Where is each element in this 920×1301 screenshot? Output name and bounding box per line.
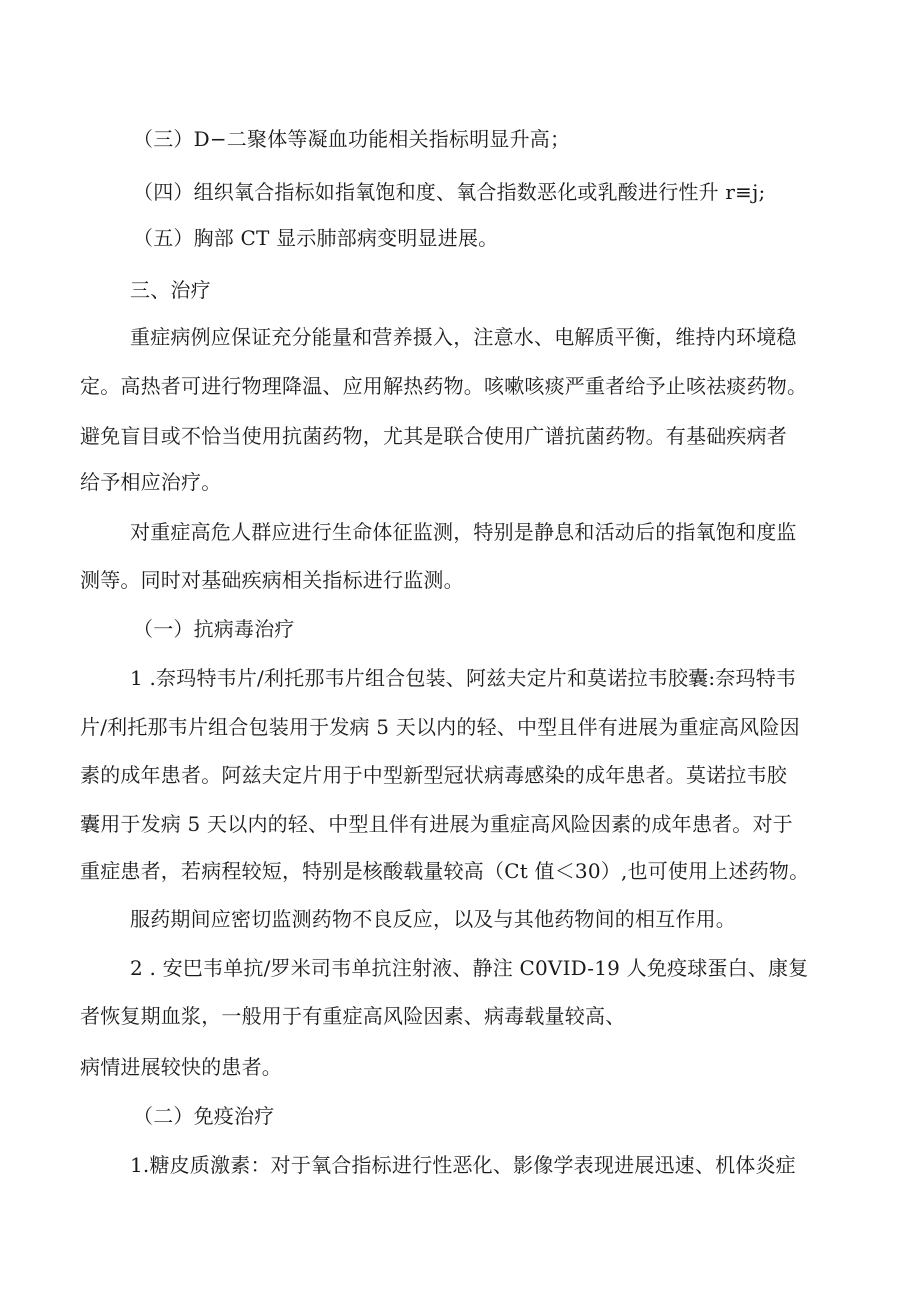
criterion-4: （四）组织氧合指标如指氧饱和度、氧合指数恶化或乳酸进行性升 r≡j; <box>133 180 766 204</box>
paragraph-line: 定。高热者可进行物理降温、应用解热药物。咳嗽咳痰严重者给予止咳祛痰药物。 <box>80 374 808 398</box>
paragraph-line: 1 .奈玛特韦片/利托那韦片组合包装、阿兹夫定片和莫诺拉韦胶囊:奈玛特韦 <box>130 666 797 690</box>
section-heading-treatment: 三、治疗 <box>130 278 211 302</box>
paragraph-line: 测等。同时对基础疾病相关指标进行监测。 <box>80 568 464 592</box>
paragraph-line: 2 . 安巴韦单抗/罗米司韦单抗注射液、静注 C0VID-19 人免疫球蛋白、康复 <box>130 956 809 980</box>
paragraph-line: 1.糖皮质激素：对于氧合指标进行性恶化、影像学表现进展迅速、机体炎症 <box>130 1153 796 1177</box>
paragraph-line: 重症病例应保证充分能量和营养摄入，注意水、电解质平衡，维持内环境稳 <box>130 325 797 349</box>
criterion-5: （五）胸部 CT 显示肺部病变明显进展。 <box>133 226 499 250</box>
paragraph-line: 囊用于发病 5 天以内的轻、中型且伴有进展为重症高风险因素的成年患者。对于 <box>80 812 793 836</box>
subsection-heading-antiviral: （一）抗病毒治疗 <box>133 617 295 641</box>
paragraph-line: 重症患者，若病程较短，特别是核酸载量较高（Ct 值＜30）,也可使用上述药物。 <box>80 859 810 883</box>
paragraph-line: 者恢复期血浆，一般用于有重症高风险因素、病毒载量较高、 <box>80 1004 626 1028</box>
paragraph-line: 病情进展较快的患者。 <box>80 1055 282 1079</box>
paragraph-line: 素的成年患者。阿兹夫定片用于中型新型冠状病毒感染的成年患者。莫诺拉韦胶 <box>80 763 787 787</box>
paragraph-line: 对重症高危人群应进行生命体征监测，特别是静息和活动后的指氧饱和度监 <box>130 520 797 544</box>
criterion-3: （三）D−二聚体等凝血功能相关指标明显升高； <box>133 127 571 151</box>
paragraph-line: 避免盲目或不恰当使用抗菌药物，尤其是联合使用广谱抗菌药物。有基础疾病者 <box>80 424 787 448</box>
paragraph-line: 给予相应治疗。 <box>80 470 222 494</box>
subsection-heading-immune: （二）免疫治疗 <box>133 1104 275 1128</box>
paragraph-line: 服药期间应密切监测药物不良反应，以及与其他药物间的相互作用。 <box>130 907 736 931</box>
paragraph-line: 片/利托那韦片组合包装用于发病 5 天以内的轻、中型且伴有进展为重症高风险因 <box>80 715 800 739</box>
